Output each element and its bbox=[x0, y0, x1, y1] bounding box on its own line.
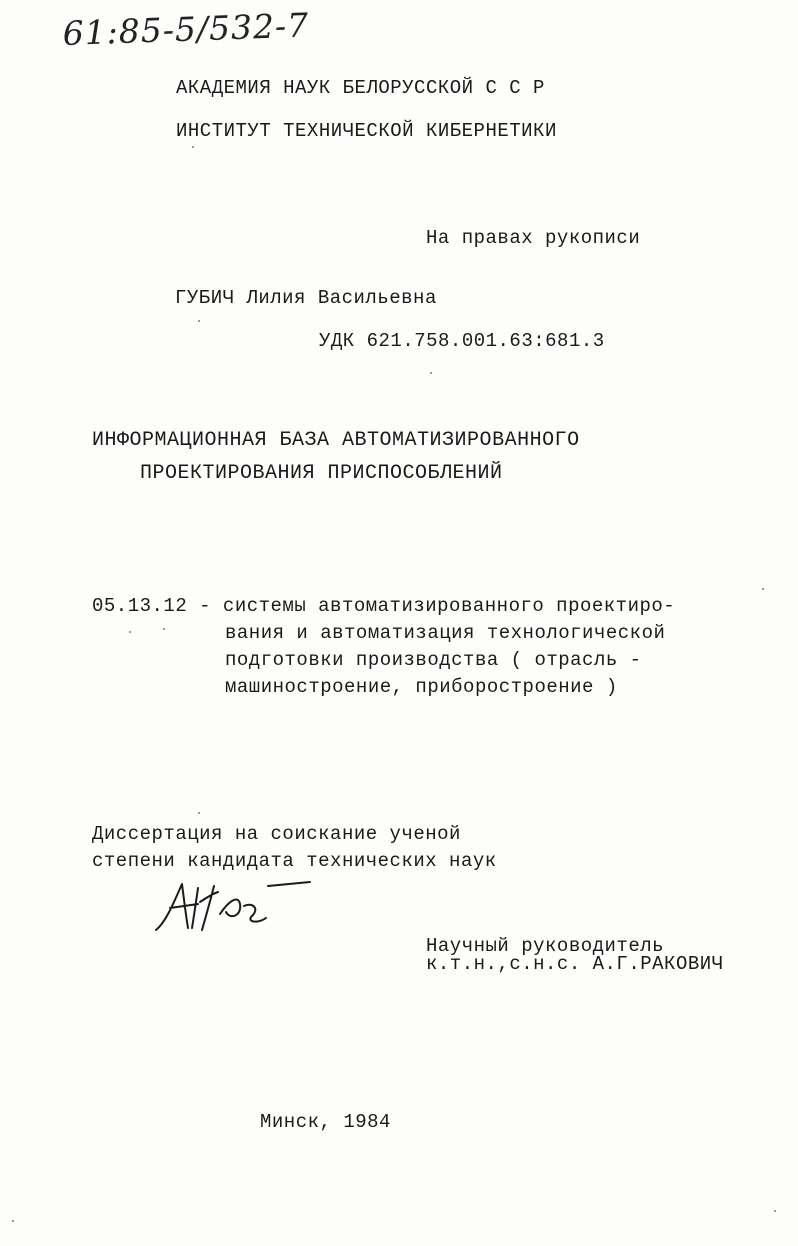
supervisor-line-1: Научный руководитель bbox=[426, 935, 665, 957]
author-name: ГУБИЧ Лилия Васильевна bbox=[175, 287, 437, 309]
specialty-line-3: подготовки производства ( отрасль - bbox=[225, 649, 642, 671]
supervisor-line-2: к.т.н.,с.н.с. А.Г.РАКОВИЧ bbox=[426, 953, 724, 975]
paper-speck bbox=[129, 631, 131, 633]
dissertation-line-1: Диссертация на соискание ученой bbox=[92, 823, 461, 845]
academy-heading: АКАДЕМИЯ НАУК БЕЛОРУССКОЙ С С Р bbox=[176, 77, 545, 99]
thesis-title-line-1: ИНФОРМАЦИОННАЯ БАЗА АВТОМАТИЗИРОВАННОГО bbox=[92, 429, 580, 452]
paper-speck bbox=[198, 812, 200, 814]
udk-code: УДК 621.758.001.63:681.3 bbox=[319, 330, 605, 352]
institute-heading: ИНСТИТУТ ТЕХНИЧЕСКОЙ КИБЕРНЕТИКИ bbox=[176, 120, 557, 142]
paper-speck bbox=[12, 1220, 14, 1222]
dissertation-line-2: степени кандидата технических наук bbox=[92, 850, 497, 872]
paper-speck bbox=[198, 320, 200, 322]
specialty-line-1: 05.13.12 - системы автоматизированного проектиро- bbox=[92, 595, 676, 617]
archive-handwritten-mark: 61:85-5/532-7 bbox=[62, 5, 310, 53]
rights-note: На правах рукописи bbox=[426, 227, 641, 249]
paper-speck bbox=[762, 588, 764, 590]
handwritten-signature bbox=[148, 872, 318, 942]
specialty-line-4: машиностроение, приборостроение ) bbox=[225, 676, 618, 698]
paper-speck bbox=[430, 372, 432, 374]
place-and-year: Минск, 1984 bbox=[260, 1111, 391, 1133]
paper-speck bbox=[192, 146, 194, 148]
specialty-line-2: вания и автоматизация технологической bbox=[225, 622, 666, 644]
paper-speck bbox=[774, 1210, 776, 1212]
thesis-title-line-2: ПРОЕКТИРОВАНИЯ ПРИСПОСОБЛЕНИЙ bbox=[140, 462, 503, 485]
paper-speck bbox=[163, 628, 165, 630]
